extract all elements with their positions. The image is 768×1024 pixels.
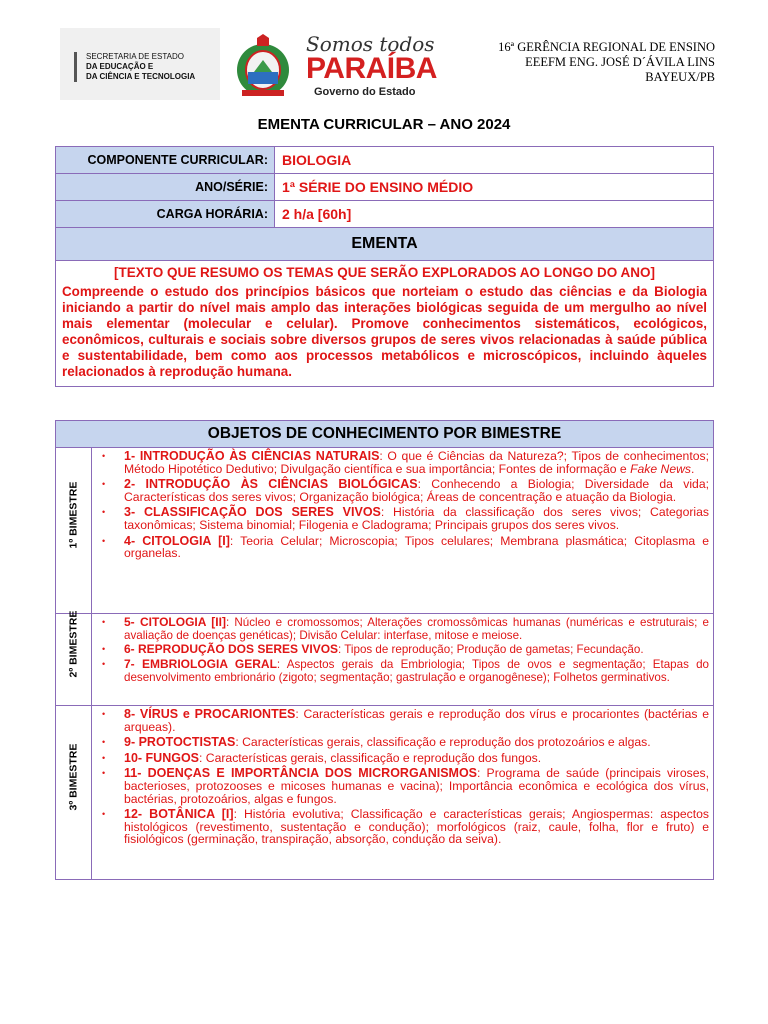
bimestre-row [56,448,714,614]
item-desc: : Teoria Celular; Microscopia; Tipos celulares; Membrana plasmática; Citoplasma e organelas. [124,533,709,561]
item-title: 11- DOENÇAS E IMPORTÂNCIA DOS MICRORGANISMOS [124,766,478,781]
bimestre-label-cell [56,448,92,614]
ementa-body-row [56,261,714,387]
info-row [56,147,714,174]
item-title: 7- EMBRIOLOGIA GERAL [124,656,277,671]
list-item [124,535,709,560]
objetos-table [55,420,714,880]
item-desc: : Tipos de reprodução; Produção de gametas; Fecundação. [338,643,644,657]
gerencia-block [498,40,715,85]
gerencia-line-3: BAYEUX/PB [645,70,715,84]
item-title: 6- REPRODUÇÃO DOS SERES VIVOS [124,642,339,657]
list-item [124,506,709,531]
list-item [124,478,709,503]
info-label: COMPONENTE CURRICULAR: [56,147,275,174]
item-title: 4- CITOLOGIA [I] [124,533,230,548]
objetos-heading: OBJETOS DE CONHECIMENTO POR BIMESTRE [56,421,714,448]
bimestre-row [56,614,714,706]
secretaria-line-2: DA EDUCAÇÃO E [86,62,154,71]
gerencia-line-1: 16ª GERÊNCIA REGIONAL DE ENSINO [498,40,715,54]
secretaria-logo [60,28,220,100]
secretaria-text [86,52,195,82]
item-desc: : O que é Ciências da Natureza?; Tipos de conhecimentos; Método Hipotético Dedutivo; Divulgação científica e sua importância; Fontes de informação e [124,449,709,476]
item-desc: : História da classificação dos seres vivos; Categorias taxonômicas; Sistema binomial; Filogenia e Cladograma; Principais grupos dos seres vivos. [124,505,709,532]
list-item [124,736,709,749]
slogan-text: Somos todos [306,32,435,56]
info-value: 1ª SÉRIE DO ENSINO MÉDIO [275,174,714,201]
document-title: EMENTA CURRICULAR – ANO 2024 [257,116,511,133]
list-item [124,450,709,475]
bimestre-row [56,706,714,880]
item-title: 12- BOTÂNICA [I] [124,807,234,822]
gerencia-line-2: EEEFM ENG. JOSÉ D´ÁVILA LINS [525,55,715,69]
state-name: PARAÍBA [306,52,437,85]
info-table [55,146,714,387]
secretaria-line-1: SECRETARIA DE ESTADO [86,52,184,61]
ementa-body [56,261,714,387]
item-desc: : Conhecendo a Biologia; Diversidade da vida; Características dos seres vivos; Organização biológica; Áreas de concentração e atuação da Biologia. [124,477,709,504]
page-header [60,28,715,104]
item-title: 10- FUNGOS [124,750,200,765]
secretaria-line-3: DA CIÊNCIA E TECNOLOGIA [86,72,196,81]
bimestre-label-cell [56,610,92,706]
item-desc: : Aspectos gerais da Embriologia; Tipos de ovos e segmentação; Etapas do desenvolvimento embrionário (zigoto; segmentação; gastrulação e organogênese); Folhetos germinativos. [124,657,710,684]
secretaria-bar [74,52,77,82]
list-item [124,643,709,656]
list-item [124,808,709,846]
item-desc: : Características gerais, classificação e reprodução dos protozoários e algas. [235,735,651,750]
ementa-heading-row [56,228,714,261]
state-crest-icon [232,34,294,100]
info-row [56,201,714,228]
ementa-text: Compreende o estudo dos princípios básicos que norteiam o estudo das ciências e da Biologia iniciando a partir do nível mais amplo das interações biológicas seguida de um mergulho ao nível mais elementar (molecular e celular). Promove conhecimentos sistemáticos, ecológicos, econômicos, culturais e sociais sobre diversos grupos de seres vivos relacionadas à saúde pública e sustentabilidade, bem como aos processos metabólicos e microscópicos, incluindo àqueles relacionados à reprodução humana. [62,284,707,379]
bimestre-items [92,706,714,880]
item-desc-end: . [691,461,695,476]
info-value: 2 h/a [60h] [275,201,714,228]
list-item [124,752,709,765]
list-item [124,658,709,684]
list-item [124,767,709,805]
bimestre-items [92,614,714,706]
info-value: BIOLOGIA [275,147,714,174]
item-desc: : História evolutiva; Classificação e características gerais; Angiospermas: aspectos histológicos (revestimento, sustentação e condução); morfológicos (raiz, caule, folha, flor e fruto) e fisiológicos (germinação, transpiração, absorção, condução da seiva). [124,807,709,847]
item-title: 2- INTRODUÇÃO ÀS CIÊNCIAS BIOLÓGICAS [124,477,418,492]
bimestre-label: 3º BIMESTRE [67,743,80,810]
governo-logo [226,28,448,104]
item-title: 1- INTRODUÇÃO ÀS CIÊNCIAS NATURAIS [124,449,380,463]
governo-text: Governo do Estado [314,86,416,98]
bimestre-label: 1º BIMESTRE [67,481,80,548]
item-title: 8- VÍRUS e PROCARIONTES [124,707,296,721]
item-title: 5- CITOLOGIA [II] [124,615,226,629]
item-title: 3- CLASSIFICAÇÃO DOS SERES VIVOS [124,505,381,520]
item-desc-italic: Fake News [630,461,692,476]
info-label: CARGA HORÁRIA: [56,201,275,228]
bimestre-items [92,448,714,614]
info-label: ANO/SÉRIE: [56,174,275,201]
item-desc-small: numéricas e estruturais; e avaliação de doenças genéticas [124,616,709,643]
list-item [124,708,709,733]
list-item [124,616,709,642]
objetos-heading-row [56,421,714,448]
ementa-heading: EMENTA [56,228,714,261]
item-desc: : Características gerais e reprodução dos vírus e procariontes (bactérias e arqueas). [124,707,709,734]
bimestre-label: 2º BIMESTRE [67,610,80,677]
ementa-subtitle: [TEXTO QUE RESUMO OS TEMAS QUE SERÃO EXPLORADOS AO LONGO DO ANO] [113,265,656,280]
item-desc: : Programa de saúde (principais viroses, bacterioses, protozooses e micoses humanas e vacina); Importância econômica e ecológica dos vírus, bactérias, protozoários, algas e fungos. [124,766,709,806]
item-desc: : Características gerais, classificação e reprodução dos fungos. [199,750,542,765]
item-title: 9- PROTOCTISTAS [124,735,236,750]
item-desc-end: ); Divisão Celular: interfase, mitose e meiose. [289,629,523,643]
item-desc: : Núcleo e cromossomos; Alterações cromossômicas humanas ( [225,616,570,629]
bimestre-label-cell [56,706,92,880]
info-row [56,174,714,201]
